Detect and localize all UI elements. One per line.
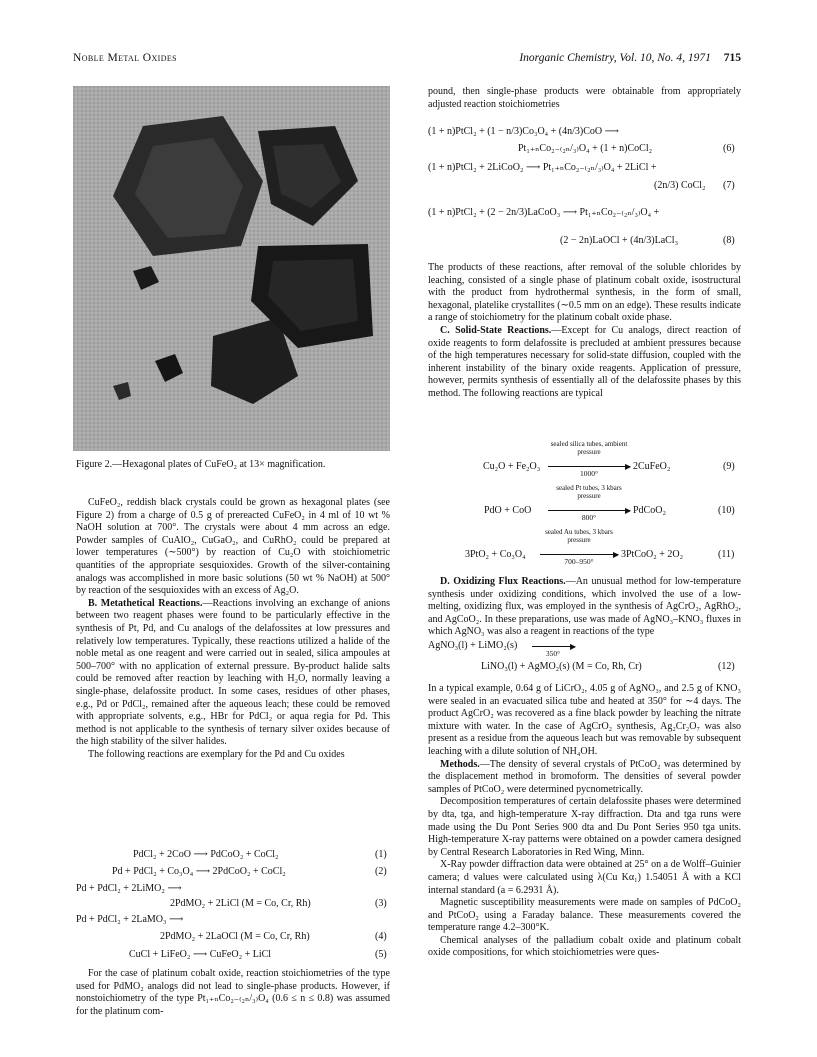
left-column-text-bottom: [76, 968, 390, 1018]
paragraph: pound, then single-phase products were obtainable from appropriately adjusted reaction stoichiometries: [428, 86, 741, 110]
right-column-intro: [428, 86, 741, 111]
section-d-body: —An unusual method for low-temperature synthesis under oxidizing conditions, which involved the use of a low-melting, oxidizing flux, was employed in the synthesis of AgCrO₂, AgRhO₂, and AgCoO₂. In these preparations, use was made of AgNO₃–KNO₃ fluxes in which AgNO₃ was also a reagent in reactions of the type: [428, 576, 741, 638]
equation-number: (6): [723, 143, 735, 154]
equation-number: (12): [718, 661, 735, 672]
equation-9-temperature: 1000°: [580, 469, 598, 478]
reaction-arrow: [532, 646, 574, 647]
equation-number: (2): [375, 866, 387, 877]
paragraph: Decomposition temperatures of certain delafossite phases were determined by dta, tga, and high-temperature X-ray diffraction. Dta and tga runs were made using the Du Pont Series 900 dta and Du Pont Series 950 tga units. High-temperature X-ray patterns were obtained on a powder camera designed by Central Research Laboratories in Red Wing, Minn.: [428, 796, 741, 858]
reaction-arrow: [548, 466, 630, 467]
equation-number: (9): [723, 461, 735, 472]
section-b-text: —Reactions involving an exchange of anions between two reagent phases were found to be particularly effective in the synthesis of Pt, Pd, and Cu analogs of the delafossites at low pressures and relatively low temperatures. Typically, these reactions utilized a halide of the noble metal as one reagent and were carried out in sealed, silica ampoules at 500–700° with no application of external pressure. By-product halide salts could be removed after reaction by leaching with H₂O, normally leaving a single-phase, delafossite product. In some cases, residues of other phases, e.g., Pd or PdCl₂, remained after the aqueous leach; these could be removed with appropriate solvents, e.g., HBr for PdCl₂ or aqua regia for Pd. This method is not applicable to the synthesis of ternary silver oxides because of the high stability of the silver halides.: [76, 597, 390, 748]
methods-paragraph: [428, 759, 741, 797]
equation-11-conditions: sealed Au tubes, 3 kbars pressure: [545, 528, 613, 544]
equation-12-line-2: LiNO₃(l) + AgMO₂(s) (M = Co, Rh, Cr): [481, 661, 642, 672]
equation-4-line-2: 2PdMO₂ + 2LaOCl (M = Co, Cr, Rh): [160, 931, 310, 942]
equation-11-temperature: 700–950°: [564, 557, 594, 566]
equation-10-reactants: PdO + CoO: [484, 505, 532, 516]
equation-3-line-1: Pd + PdCl₂ + 2LiMO₂ ⟶: [76, 883, 182, 894]
equation-4-line-1: Pd + PdCl₂ + 2LaMO₃ ⟶: [76, 914, 184, 925]
section-d: [428, 576, 741, 639]
equation-5: CuCl + LiFeO₂ ⟶ CuFeO₂ + LiCl: [129, 949, 272, 960]
paragraph: For the case of platinum cobalt oxide, reaction stoichiometries of the type used for PdMO₂ analogs did not lead to single-phase products. However, if nonstoichiometry of the type Pt₁₊ₙCo₂₋₍₂ₙ/₃₎O₄ (0.6 ≤ n ≤ 0.8) was assumed for the platinum com-: [76, 968, 390, 1017]
section-c-title: C. Solid-State Reactions.: [440, 324, 552, 336]
running-header: [73, 52, 741, 68]
equation-9-conditions: sealed silica tubes, ambient pressure: [550, 440, 628, 456]
equation-number: (11): [718, 549, 735, 560]
figure-photograph: [73, 86, 390, 451]
equation-11-reactants: 3PtO₂ + Co₃O₄: [465, 549, 526, 560]
arrow-head-icon: ▶: [570, 642, 577, 651]
reaction-arrow: [548, 510, 630, 511]
equation-6-line-2: Pt₁₊ₙCo₂₋₍₂ₙ/₃₎O₄ + (1 + n)CoCl₂: [518, 143, 653, 154]
paragraph: CuFeO₂, reddish black crystals could be grown as hexagonal plates (see Figure 2) from a charge of 0.5 g of prereacted CuFeO₂ in 4 ml of 10 wt % NaOH solution at 700°. The crystals were about 4 mm across an edge. Powder samples of CuAlO₂, CuGaO₂, and CuRhO₂ could be prepared at lower temperatures (∼500°) by reaction of Cu₂O with stoichiometric quantities of the appropriate sesquioxides. Growth of the silver-containing analogs was accomplished in more basic solutions (50 wt % NaOH) at 500° by reaction of the sesquioxides with an excess of Ag₂O.: [76, 497, 390, 597]
section-c-text: —Except for Cu analogs, direct reaction of oxide reagents to form delafossite is precluded at ambient pressures because of the high temperatures necessary for solid-state diffusion, coupled with the inherent instability of the binary oxide reagents. Application of pressure, however, permits synthesis of essentially all of the delafossite phases by this method. The following reactions are typical: [428, 324, 741, 399]
journal-citation: [519, 52, 741, 64]
page-number: 715: [723, 52, 741, 64]
equation-2: Pd + PdCl₂ + Co₃O₄ ⟶ 2PdCoO₂ + CoCl₂: [112, 866, 286, 877]
paragraph: Magnetic susceptibility measurements were made on samples of PdCoO₂ and PtCoO₂ using a Faraday balance. These measurements covered the temperature range 4.2–300°K.: [428, 897, 741, 934]
arrow-head-icon: ▶: [625, 506, 632, 515]
section-d-title: D. Oxidizing Flux Reactions.: [440, 576, 566, 587]
equation-number: (10): [718, 505, 735, 516]
equation-8-line-1: (1 + n)PtCl₂ + (2 − 2n/3)LaCoO₃ ⟶ Pt₁₊ₙCo₂₋₍₂ₙ/₃₎O₄ +: [428, 207, 660, 218]
equation-number: (8): [723, 235, 735, 246]
figure-caption: Figure 2.—Hexagonal plates of CuFeO₂ at 13× magnification.: [76, 459, 326, 470]
section-b-title: B. Metathetical Reactions.: [88, 597, 203, 609]
section-d-text: [428, 576, 741, 639]
paragraph: The following reactions are exemplary for the Pd and Cu oxides: [88, 748, 345, 760]
equation-number: (7): [723, 180, 735, 191]
equation-6-line-1: (1 + n)PtCl₂ + (1 − n/3)Co₃O₄ + (4n/3)CoO ⟶: [428, 126, 619, 137]
methods-title: Methods.: [440, 758, 480, 770]
equation-10-conditions: sealed Pt tubes, 3 kbars pressure: [556, 484, 622, 500]
equation-8-line-2: (2 − 2n)LaOCl + (4n/3)LaCl₃: [560, 235, 679, 246]
equation-12-line-1: AgNO₃(l) + LiMO₂(s): [428, 640, 518, 651]
left-column-text: [76, 497, 390, 761]
arrow-head-icon: ▶: [613, 550, 620, 559]
equation-1: PdCl₂ + 2CoO ⟶ PdCoO₂ + CoCl₂: [133, 849, 279, 860]
running-title: Noble Metal Oxides: [73, 52, 178, 64]
equation-7-line-1: (1 + n)PtCl₂ + 2LiCoO₂ ⟶ Pt₁₊ₙCo₂₋₍₂ₙ/₃₎O₄ + 2LiCl +: [428, 162, 657, 173]
equation-10-temperature: 800°: [581, 513, 597, 522]
equation-11-products: 3PtCoO₂ + 2O₂: [621, 549, 684, 560]
journal-name: Inorganic Chemistry, Vol. 10, No. 4, 1971: [519, 52, 711, 64]
paragraph: Chemical analyses of the palladium cobalt oxide and platinum cobalt oxide compositions, for which stoichiometries were ques-: [428, 934, 741, 959]
equation-number: (4): [375, 931, 387, 942]
equation-number: (1): [375, 849, 387, 860]
reaction-arrow: [540, 554, 618, 555]
methods-text: —The density of several crystals of PtCoO₂ was determined by the displacement method in bromoform. The densities of several powder samples of PtCoO₂ were determined pycnometrically.: [428, 758, 741, 795]
equation-number: (5): [375, 949, 387, 960]
section-b: [76, 598, 390, 749]
equation-3-line-2: 2PdMO₂ + 2LiCl (M = Co, Cr, Rh): [170, 898, 311, 909]
section-c: [428, 325, 741, 401]
crystal-photo-image: [73, 86, 390, 451]
arrow-head-icon: ▶: [625, 462, 632, 471]
paragraph: X-Ray powder diffraction data were obtained at 25° on a de Wolff–Guinier camera; d values were calculated using λ(Cu Kα₁) 1.54051 Å with a KCl internal standard (a = 6.2931 Å).: [428, 859, 741, 896]
equation-number: (3): [375, 898, 387, 909]
right-column-text: [428, 262, 741, 401]
right-column-bottom-text: [428, 683, 741, 960]
equation-10-products: PdCoO₂: [633, 505, 666, 516]
equation-7-line-2: (2n/3) CoCl₂: [654, 180, 706, 191]
paragraph: In a typical example, 0.64 g of LiCrO₂, 4.05 g of AgNO₃, and 2.5 g of KNO₃ were sealed in an evacuated silica tube and heated at 350° for ∼4 days. The product AgCrO₂ was recovered as a fine black powder by leaching the nitrate mixture with water. In the case of AgCrO₂ synthesis, Ag₂Cr₂O₇ was also present as a residue from the aqueous leach but was removable by subsequent leaching with a dilute solution of NH₄OH.: [428, 683, 741, 757]
paragraph: The products of these reactions, after removal of the soluble chlorides by leaching, consisted of a single phase of platinum cobalt oxide, isostructural with the product from hydrothermal synthesis, in the form of small, hexagonal, platelike crystallites (∼0.5 mm on an edge). These results indicate a range of stoichiometry for the platinum cobalt oxide phase.: [428, 262, 741, 324]
equation-12-temperature: 350°: [545, 649, 561, 658]
equation-9-products: 2CuFeO₂: [633, 461, 671, 472]
equation-9-reactants: Cu₂O + Fe₂O₃: [483, 461, 541, 472]
